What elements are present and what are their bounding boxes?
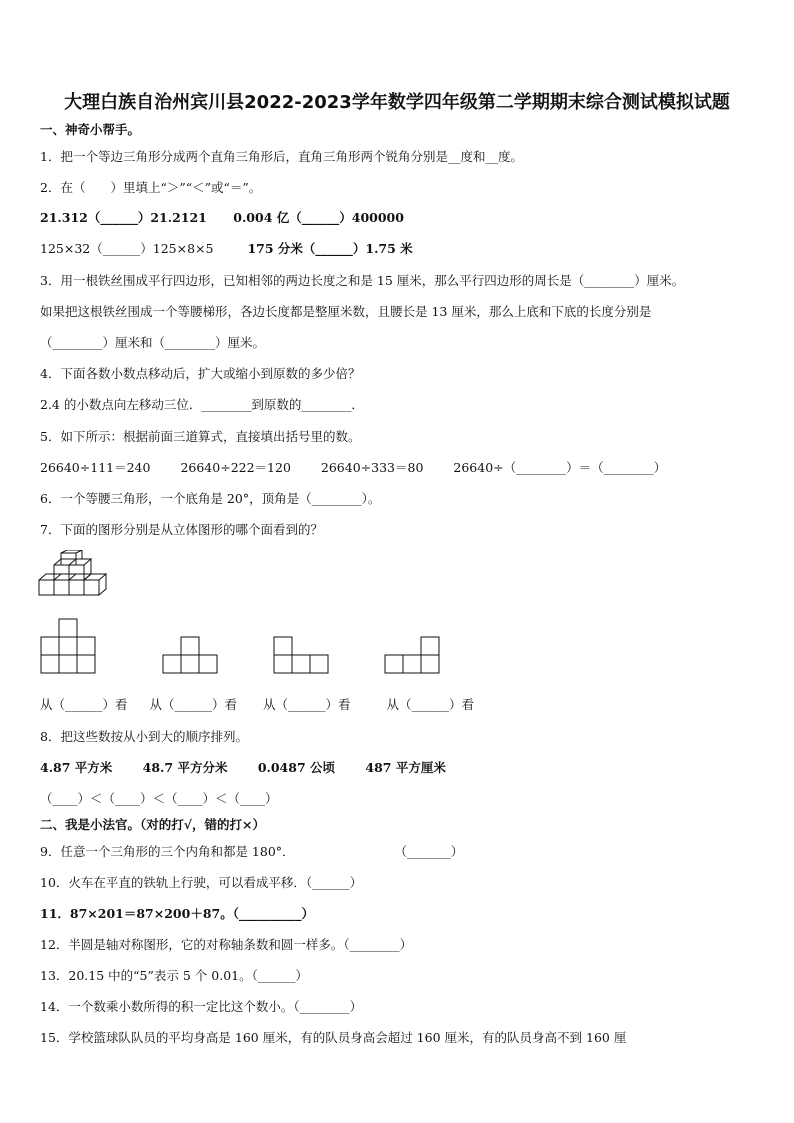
question-14: 14．一个数乘小数所得的积一定比这个数小。（________）	[40, 999, 363, 1014]
q7-label-3: 从（______）看	[263, 697, 351, 712]
question-8: 8．把这些数按从小到大的顺序排列。	[40, 729, 248, 744]
q7-view-labels	[40, 697, 474, 713]
q2-row-1	[40, 210, 404, 226]
view-figure-3	[273, 636, 331, 676]
q5-eq-2: 26640÷222＝120	[180, 460, 291, 475]
question-12: 12．半圆是轴对称图形，它的对称轴条数和圆一样多。（________）	[40, 937, 413, 952]
cube-stack-figure	[38, 550, 108, 598]
view-figure-2	[162, 636, 220, 676]
q8-item-4: 487 平方厘米	[365, 760, 446, 775]
question-3-line-3: （________）厘米和（________）厘米。	[40, 335, 266, 350]
section-2-heading: 二、我是小法官。（对的打√，错的打×）	[40, 817, 265, 832]
question-11: 11．87×201＝87×200＋87。（__________）	[40, 906, 314, 921]
question-10: 10．火车在平直的铁轨上行驶，可以看成平移．（______）	[40, 875, 363, 890]
q5-eq-4: 26640÷（________）＝（________）	[453, 460, 667, 475]
q7-label-4: 从（______）看	[386, 697, 475, 712]
q7-label-1: 从（______）看	[40, 697, 128, 712]
q2-compare-4: 175 分米（______）1.75 米	[247, 241, 413, 256]
q9-blank: （_______）	[394, 844, 464, 859]
q8-item-3: 0.0487 公顷	[257, 760, 336, 775]
question-6: 6．一个等腰三角形，一个底角是 20°，顶角是（________）。	[40, 491, 381, 506]
q8-items	[40, 760, 446, 776]
question-4-line-2: 2.4 的小数点向左移动三位．________到原数的________．	[40, 397, 364, 412]
question-2: 2．在（ ）里填上“＞”“＜”或“＝”。	[40, 180, 262, 195]
question-1: 1．把一个等边三角形分成两个直角三角形后，直角三角形两个锐角分别是__度和__度。	[40, 149, 523, 164]
section-1-heading: 一、神奇小帮手。	[40, 122, 141, 137]
q5-eq-3: 26640÷333＝80	[320, 460, 424, 475]
question-7: 7．下面的图形分别是从立体图形的哪个面看到的？	[40, 522, 323, 537]
q2-compare-2: 0.004 亿（______）400000	[233, 210, 404, 225]
view-figure-4	[384, 636, 442, 676]
q8-order: （____）＜（____）＜（____）＜（____）	[40, 791, 278, 806]
question-5: 5．如下所示：根据前面三道算式，直接填出括号里的数。	[40, 429, 361, 444]
question-5-equations	[40, 460, 666, 476]
q9-text: 9．任意一个三角形的三个内角和都是 180°．	[40, 844, 295, 859]
cube-stack-drawing	[39, 550, 106, 595]
q2-compare-1: 21.312（______）21.2121	[40, 210, 207, 225]
q2-compare-3: 125×32（______）125×8×5	[40, 241, 214, 256]
page-title: 大理白族自治州宾川县2022-2023学年数学四年级第二学期期末综合测试模拟试题	[64, 92, 730, 113]
question-13: 13．20.15 中的“5”表示 5 个 0.01。（______）	[40, 968, 308, 983]
question-4: 4．下面各数小数点移动后，扩大或缩小到原数的多少倍？	[40, 366, 361, 381]
q8-item-2: 48.7 平方分米	[142, 760, 228, 775]
q7-label-2: 从（______）看	[149, 697, 238, 712]
view-figure-1	[40, 618, 98, 676]
question-3-line-2: 如果把这根铁丝围成一个等腰梯形，各边长度都是整厘米数，且腰长是 13 厘米，那么上底和下底的长度分别是	[40, 304, 652, 319]
q5-eq-1: 26640÷111＝240	[40, 460, 151, 475]
q2-row-2	[40, 241, 413, 257]
question-15: 15．学校篮球队队员的平均身高是 160 厘米，有的队员身高会超过 160 厘米，有的队员身高不到 160 厘	[40, 1030, 627, 1045]
question-9	[40, 844, 463, 860]
question-3-line-1: 3．用一根铁丝围成平行四边形，已知相邻的两边长度之和是 15 厘米，那么平行四边形的周长是（________）厘米。	[40, 273, 685, 288]
q8-item-1: 4.87 平方米	[40, 760, 113, 775]
